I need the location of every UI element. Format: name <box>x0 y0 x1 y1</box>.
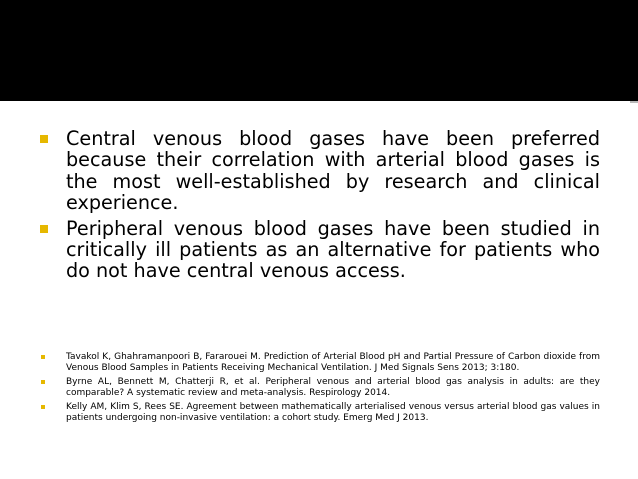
reference-text: Kelly AM, Klim S, Rees SE. Agreement between mathematically arterialised venous versus arterial blood gas values in patients undergoing non-invasive ventilation: a cohort study. Emerg Med J 2013. <box>66 402 600 423</box>
reference-item <box>0 377 638 399</box>
square-bullet-icon <box>40 135 48 143</box>
reference-item <box>0 402 638 424</box>
reference-item <box>0 352 638 374</box>
main-bullet-item <box>0 128 638 214</box>
title-band <box>0 0 638 101</box>
square-bullet-icon <box>41 405 45 409</box>
square-bullet-icon <box>41 380 45 384</box>
reference-text: Byrne AL, Bennett M, Chatterji R, et al. Peripheral venous and arterial blood gas analysis in adults: are they comparable? A systematic review and meta-analysis. Respirology 2014. <box>66 377 600 398</box>
main-bullet-text: Central venous blood gases have been preferred because their correlation with arterial blood gases is the most well-established by research and clinical experience. <box>66 127 600 215</box>
reference-list <box>0 352 638 427</box>
square-bullet-icon <box>40 225 48 233</box>
square-bullet-icon <box>41 355 45 359</box>
title-band-shadow <box>630 101 638 103</box>
main-bullet-item <box>0 218 638 282</box>
reference-text: Tavakol K, Ghahramanpoori B, Fararouei M. Prediction of Arterial Blood pH and Partial Pressure of Carbon dioxide from Venous Blood Samples in Patients Receiving Mechanical Ventilation. J Med Signals Sens 2013; 3:180. <box>66 352 600 373</box>
main-bullet-list <box>0 128 638 286</box>
main-bullet-text: Peripheral venous blood gases have been studied in critically ill patients as an alternative for patients who do not have central venous access. <box>66 216 600 283</box>
